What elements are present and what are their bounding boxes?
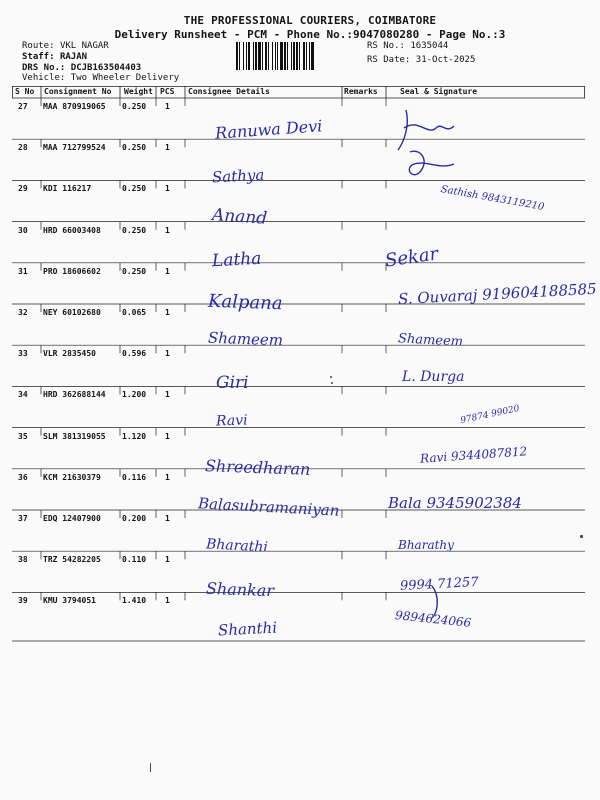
- row-consignment-no: HRD 362688144: [43, 390, 106, 400]
- col-header-pcs: PCS: [160, 87, 175, 96]
- consignee-handwritten-name: Shreedharan: [204, 456, 311, 479]
- row-pcs: 1: [165, 390, 170, 400]
- vehicle-value: Two Wheeler Delivery: [70, 73, 180, 83]
- row-consignment-no: PRO 18606602: [43, 266, 101, 276]
- row-weight: 0.250: [122, 143, 147, 153]
- seal-signature-handwriting: Ravi 9344087812: [419, 444, 528, 466]
- row-sno: 28: [18, 143, 28, 153]
- consignee-handwritten-name: Shanthi: [217, 618, 278, 640]
- consignee-handwritten-name: Shameem: [207, 328, 284, 350]
- drs-value: DCJB163504403: [70, 63, 142, 73]
- col-header-seal: Seal & Signature: [400, 87, 478, 96]
- signature-stroke: [409, 151, 454, 174]
- row-pcs: 1: [165, 555, 170, 565]
- seal-signature-handwriting: Sathish 9843119210: [439, 183, 546, 214]
- row-pcs: 1: [165, 431, 170, 441]
- vehicle-label: Vehicle:: [22, 73, 66, 83]
- col-header-remarks: Remarks: [344, 87, 378, 96]
- row-consignment-no: SLM 381319055: [43, 431, 106, 441]
- seal-signature-handwriting: 9994 71257: [399, 574, 479, 595]
- row-pcs: 1: [165, 143, 170, 153]
- consignee-handwritten-name: Kalpana: [207, 290, 283, 315]
- signature-stroke: [398, 110, 454, 150]
- row-weight: 0.110: [122, 555, 147, 565]
- consignee-handwritten-name: Giri: [216, 373, 249, 393]
- row-weight: 1.200: [122, 390, 147, 400]
- row-sno: 38: [18, 555, 28, 565]
- row-weight: 0.065: [122, 308, 147, 317]
- route-label: Route:: [22, 41, 55, 51]
- row-consignment-no: MAA 712799524: [43, 143, 106, 153]
- consignee-handwritten-name: Ranuwa Devi: [214, 116, 323, 143]
- col-header-consignee: Consignee Details: [188, 87, 270, 96]
- consignee-handwritten-name: Shankar: [205, 578, 275, 601]
- row-pcs: 1: [165, 349, 170, 359]
- row-pcs: 1: [165, 184, 170, 194]
- row-weight: 1.410: [122, 596, 147, 606]
- seal-signature-handwriting: S. Ouvaraj 919604188585: [397, 279, 598, 309]
- col-header-sno: S No: [15, 87, 35, 96]
- seal-signature-handwriting: Bharathy: [398, 538, 454, 552]
- row-sno: 32: [18, 308, 28, 317]
- seal-signature-handwriting: 97874 99020: [459, 403, 521, 427]
- row-weight: 0.250: [122, 102, 147, 111]
- consignee-handwritten-name: Ravi: [215, 412, 248, 430]
- seal-signature-handwriting: 9894624066: [394, 608, 472, 630]
- row-pcs: 1: [165, 102, 170, 111]
- row-sno: 36: [18, 472, 28, 482]
- row-weight: 0.116: [122, 472, 147, 482]
- seal-signature-handwriting: Shameem: [397, 331, 464, 350]
- seal-signature-handwriting: L. Durga: [402, 369, 465, 385]
- row-consignment-no: NEY 60102680: [43, 308, 101, 317]
- route-value: VKL NAGAR: [59, 41, 109, 51]
- row-sno: 30: [18, 225, 28, 235]
- staff-label: Staff:: [22, 52, 55, 62]
- row-consignment-no: VLR 2835450: [43, 349, 96, 359]
- seal-signature-handwriting: Sekar: [383, 243, 440, 272]
- rs-date-value: 31-Oct-2025: [415, 55, 476, 65]
- rs-no-value: 1635044: [410, 41, 449, 51]
- signature-stroke: [432, 586, 437, 618]
- row-consignment-no: KCM 21630379: [43, 472, 101, 482]
- consignee-handwritten-name: Latha: [211, 248, 262, 272]
- col-header-weight: Weight: [124, 87, 153, 96]
- row-weight: 0.250: [122, 266, 147, 276]
- row-weight: 1.120: [122, 431, 147, 441]
- staff-value: RAJAN: [59, 52, 88, 62]
- row-consignment-no: MAA 870919065: [43, 102, 106, 111]
- row-weight: 0.250: [122, 225, 147, 235]
- runsheet-subtitle: Delivery Runsheet - PCM - Phone No.:9047080280 - Page No.:3: [114, 28, 506, 41]
- row-pcs: 1: [165, 308, 170, 317]
- row-sno: 31: [18, 266, 28, 276]
- row-consignment-no: KMU 3794051: [43, 596, 96, 606]
- consignee-handwritten-name: Balasubramaniyan: [197, 494, 340, 520]
- row-pcs: 1: [165, 225, 170, 235]
- col-header-consignment: Consignment No: [44, 87, 112, 96]
- company-title: THE PROFESSIONAL COURIERS, COIMBATORE: [183, 14, 437, 27]
- seal-signature-handwriting: Bala 9345902384: [388, 494, 522, 512]
- row-pcs: 1: [165, 266, 170, 276]
- drs-label: DRS No.:: [22, 63, 66, 73]
- consignee-handwritten-name: Anand: [211, 205, 268, 229]
- row-sno: 37: [18, 514, 28, 523]
- consignee-handwritten-name: Bharathi: [205, 536, 269, 556]
- row-sno: 39: [18, 596, 28, 606]
- row-sno: 34: [18, 390, 28, 400]
- row-pcs: 1: [165, 596, 170, 606]
- row-sno: 29: [18, 184, 28, 194]
- rs-date-label: RS Date:: [367, 55, 411, 65]
- row-consignment-no: HRD 66003408: [43, 225, 101, 235]
- row-sno: 27: [18, 102, 28, 111]
- row-consignment-no: EDQ 12407900: [43, 514, 101, 523]
- row-weight: 0.250: [122, 184, 147, 194]
- row-consignment-no: KDI 116217: [43, 184, 92, 194]
- consignee-handwritten-name: Sathya: [211, 165, 265, 187]
- rs-no-label: RS No.:: [367, 41, 405, 51]
- row-pcs: 1: [165, 472, 170, 482]
- row-sno: 35: [18, 431, 28, 441]
- row-weight: 0.596: [122, 349, 147, 359]
- row-consignment-no: TRZ 54282205: [43, 555, 101, 565]
- row-pcs: 1: [165, 514, 170, 523]
- row-sno: 33: [18, 349, 28, 359]
- row-weight: 0.200: [122, 514, 147, 523]
